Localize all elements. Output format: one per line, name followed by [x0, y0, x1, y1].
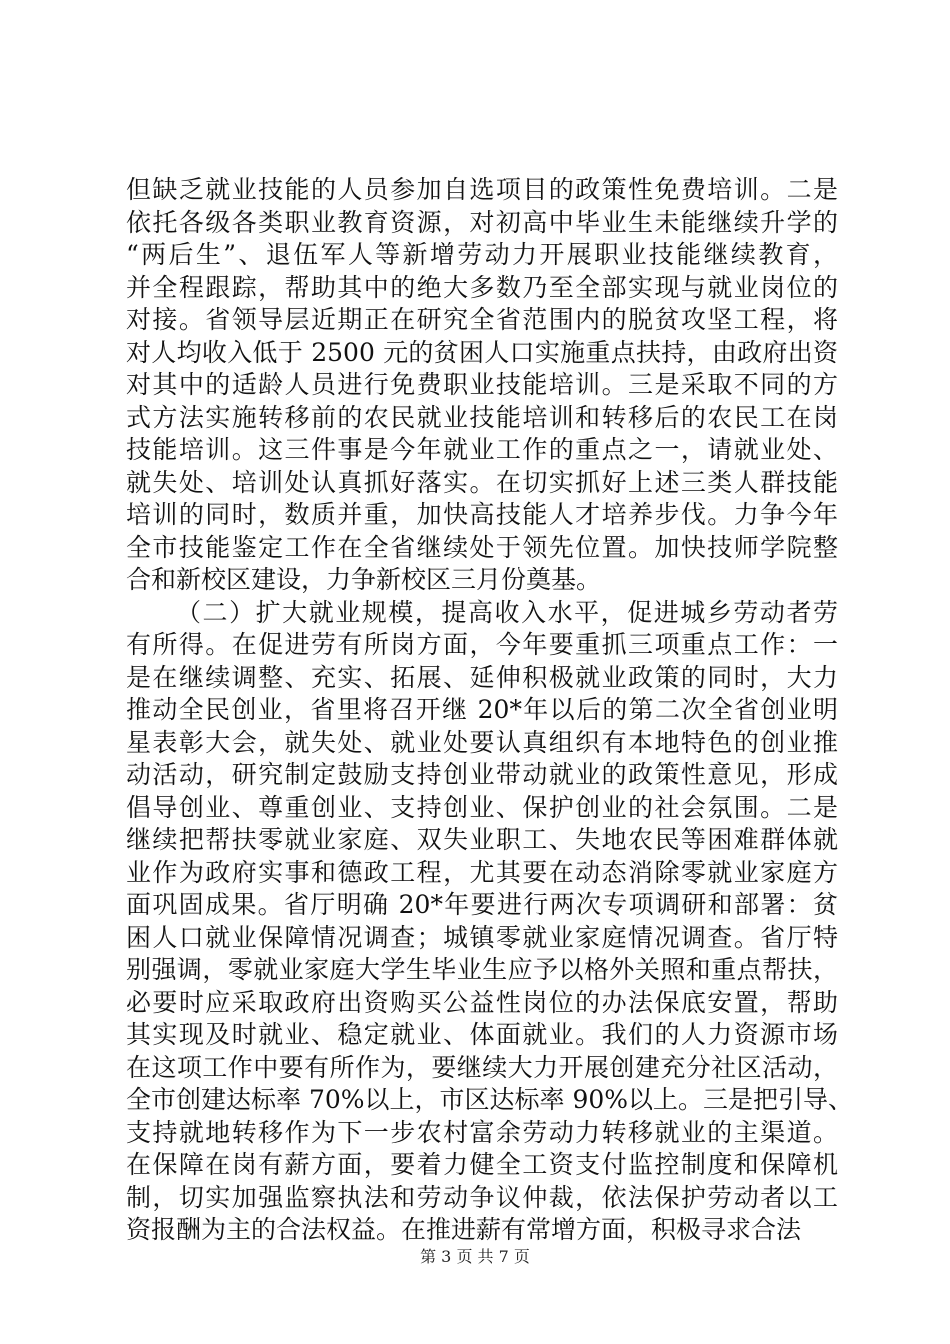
text-line: 并全程跟踪，帮助其中的绝大多数乃至全部实现与就业岗位的: [126, 272, 838, 302]
text-line: 全市技能鉴定工作在全省继续处于领先位置。加快技师学院整: [126, 532, 838, 562]
text-line: 业作为政府实事和德政工程，尤其要在动态消除零就业家庭方: [126, 857, 838, 887]
text-line: 在这项工作中要有所作为，要继续大力开展创建充分社区活动，: [126, 1052, 838, 1082]
text-line: 是在继续调整、充实、拓展、延伸积极就业政策的同时，大力: [126, 662, 838, 692]
text-line: （二）扩大就业规模，提高收入水平，促进城乡劳动者劳: [176, 597, 838, 627]
text-line: 动活动，研究制定鼓励支持创业带动就业的政策性意见，形成: [126, 760, 838, 789]
text-line: 别强调，零就业家庭大学生毕业生应予以格外关照和重点帮扶，: [126, 955, 838, 984]
text-line: 支持就地转移作为下一步农村富余劳动力转移就业的主渠道。: [126, 1117, 838, 1147]
text-line: 对人均收入低于 2500 元的贫困人口实施重点扶持，由政府出资: [126, 337, 838, 367]
text-line: “两后生”、退伍军人等新增劳动力开展职业技能继续教育，: [126, 240, 838, 269]
text-line: 制，切实加强监察执法和劳动争议仲裁，依法保护劳动者以工: [126, 1182, 838, 1212]
text-line: 技能培训。这三件事是今年就业工作的重点之一，请就业处、: [126, 435, 838, 464]
text-line: 在保障在岗有薪方面，要着力健全工资支付监控制度和保障机: [126, 1150, 838, 1179]
text-line: 星表彰大会，就失处、就业处要认真组织有本地特色的创业推: [126, 727, 838, 757]
text-line: 依托各级各类职业教育资源，对初高中毕业生未能继续升学的: [126, 207, 838, 237]
text-line: 推动全民创业，省里将召开继 20*年以后的第二次全省创业明: [126, 695, 838, 724]
text-line: 式方法实施转移前的农民就业技能培训和转移后的农民工在岗: [126, 402, 838, 432]
text-line: 但缺乏就业技能的人员参加自选项目的政策性免费培训。二是: [126, 175, 838, 204]
text-line: 困人口就业保障情况调查；城镇零就业家庭情况调查。省厅特: [126, 922, 838, 952]
text-line: 资报酬为主的合法权益。在推进薪有常增方面，积极寻求合法: [126, 1215, 802, 1244]
page-footer: 第 3 页 共 7 页: [420, 1247, 530, 1266]
text-line: 倡导创业、尊重创业、支持创业、保护创业的社会氛围。二是: [126, 792, 838, 822]
text-line: 就失处、培训处认真抓好落实。在切实抓好上述三类人群技能: [126, 467, 838, 497]
text-line: 对接。省领导层近期正在研究全省范围内的脱贫攻坚工程，将: [126, 305, 838, 334]
text-line: 合和新校区建设，力争新校区三月份奠基。: [126, 565, 602, 594]
text-line: 必要时应采取政府出资购买公益性岗位的办法保底安置，帮助: [126, 987, 838, 1017]
text-line: 对其中的适龄人员进行免费职业技能培训。三是采取不同的方: [126, 370, 838, 399]
text-line: 有所得。在促进劳有所岗方面，今年要重抓三项重点工作：一: [126, 630, 838, 659]
text-line: 面巩固成果。省厅明确 20*年要进行两次专项调研和部署：贫: [126, 890, 838, 919]
body-text: [126, 174, 854, 1247]
text-line: 培训的同时，数质并重，加快高技能人才培养步伐。力争今年: [126, 500, 838, 529]
text-line: 全市创建达标率 70%以上，市区达标率 90%以上。三是把引导、: [126, 1085, 854, 1114]
text-line: 其实现及时就业、稳定就业、体面就业。我们的人力资源市场: [126, 1020, 838, 1049]
text-line: 继续把帮扶零就业家庭、双失业职工、失地农民等困难群体就: [126, 825, 838, 854]
